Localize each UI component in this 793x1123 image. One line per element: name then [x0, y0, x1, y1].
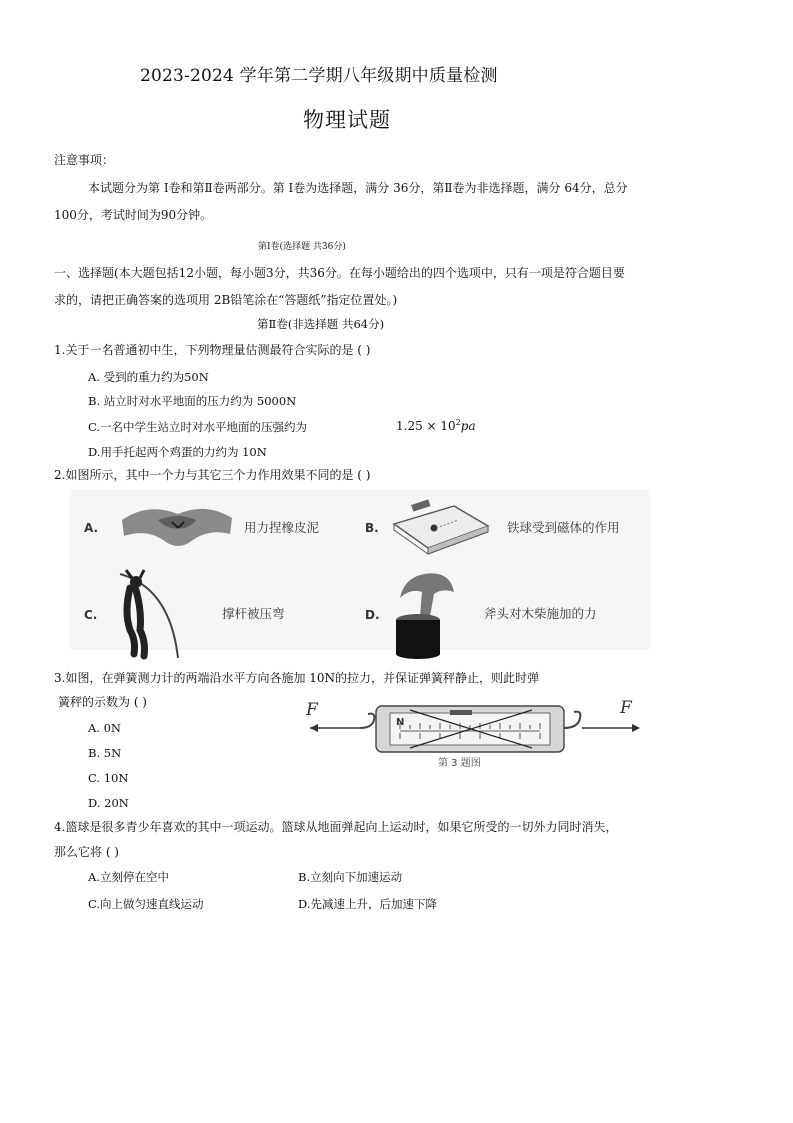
part2-title: 第Ⅱ卷(非选择题 共64分): [257, 317, 385, 331]
hands-squeezing-clay-image: [118, 498, 236, 556]
pole-vaulter-image: [112, 568, 188, 660]
q4-stem-line-2: 那么它将 ( ): [54, 845, 119, 859]
q2-stem: 2.如图所示，其中一个力与其它三个力作用效果不同的是 ( ): [54, 468, 371, 482]
q4-stem-line-1: 4.篮球是很多青少年喜欢的其中一项运动。篮球从地面弹起向上运动时，如果它所受的一切外力同时消失，: [54, 820, 618, 834]
q3-option-c: C. 10N: [88, 771, 129, 785]
q2-label-b: B.: [365, 521, 379, 535]
q1-c-value-base: 1.25 × 10: [396, 419, 456, 433]
force-label-left: F: [306, 700, 318, 720]
q1-option-c: C.一名中学生站立时对水平地面的压强约为: [88, 420, 308, 434]
force-label-right: F: [620, 698, 632, 718]
notice-line-2: 100分，考试时间为90分钟。: [54, 208, 213, 222]
q4-option-d: D.先减速上升，后加速下降: [298, 897, 437, 911]
figure-3-caption: 第 3 题图: [438, 758, 481, 769]
q4-option-c: C.向上做匀速直线运动: [88, 897, 204, 911]
scale-unit-letter: N: [396, 717, 405, 728]
q3-stem-line-2: 簧秤的示数为 ( ): [58, 695, 147, 709]
magnet-steel-ball-image: [384, 498, 494, 554]
subject-title: 物理试题: [303, 108, 391, 132]
q1-c-value-exp: 2: [455, 418, 461, 427]
section-instructions-line-2: 求的，请把正确答案的选项用 2B铅笔涂在“答题纸”指定位置处。): [54, 293, 398, 307]
q3-option-d: D. 20N: [88, 796, 129, 810]
q2-text-b: 铁球受到磁体的作用: [507, 520, 620, 535]
q1-option-c-value: [396, 418, 476, 433]
q3-stem-line-1: 3.如图，在弹簧测力计的两端沿水平方向各施加 10N的拉力，并保证弹簧秤静止，则此时弹: [54, 671, 540, 685]
q4-option-b: B.立刻向下加速运动: [298, 870, 403, 884]
part1-title: 第Ⅰ卷(选择题 共36分): [258, 242, 346, 252]
q2-text-d: 斧头对木柴施加的力: [484, 606, 597, 621]
q1-option-a: A. 受到的重力约为50N: [88, 370, 209, 384]
notice-line-1: 本试题分为第 Ⅰ卷和第Ⅱ卷两部分。第 Ⅰ卷为选择题，满分 36分，第Ⅱ卷为非选择题，满分 64分，总分: [88, 181, 628, 195]
q3-option-a: A. 0N: [88, 721, 121, 735]
q2-label-d: D.: [365, 608, 380, 622]
notice-label: 注意事项：: [54, 153, 115, 167]
q2-label-c: C.: [84, 608, 98, 622]
exam-title: 2023-2024 学年第二学期八年级期中质量检测: [140, 66, 498, 86]
q1-option-d: D.用手托起两个鸡蛋的力约为 10N: [88, 445, 267, 459]
q2-text-c: 撑杆被压弯: [222, 606, 285, 621]
q2-label-a: A.: [84, 521, 99, 535]
axe-on-wood-image: [390, 570, 460, 660]
q1-stem: 1.关于一名普通初中生，下列物理量估测最符合实际的是 ( ): [54, 343, 371, 357]
q2-text-a: 用力捏橡皮泥: [244, 520, 320, 535]
q3-option-b: B. 5N: [88, 746, 122, 760]
q1-option-b: B. 站立时对水平地面的压力约为 5000N: [88, 394, 297, 408]
q1-c-value-unit: pa: [460, 419, 476, 433]
section-instructions-line-1: 一、选择题(本大题包括12小题，每小题3分，共36分。在每小题给出的四个选项中，只有一项是符合题目要: [54, 266, 625, 280]
q4-option-a: A.立刻停在空中: [88, 870, 169, 884]
